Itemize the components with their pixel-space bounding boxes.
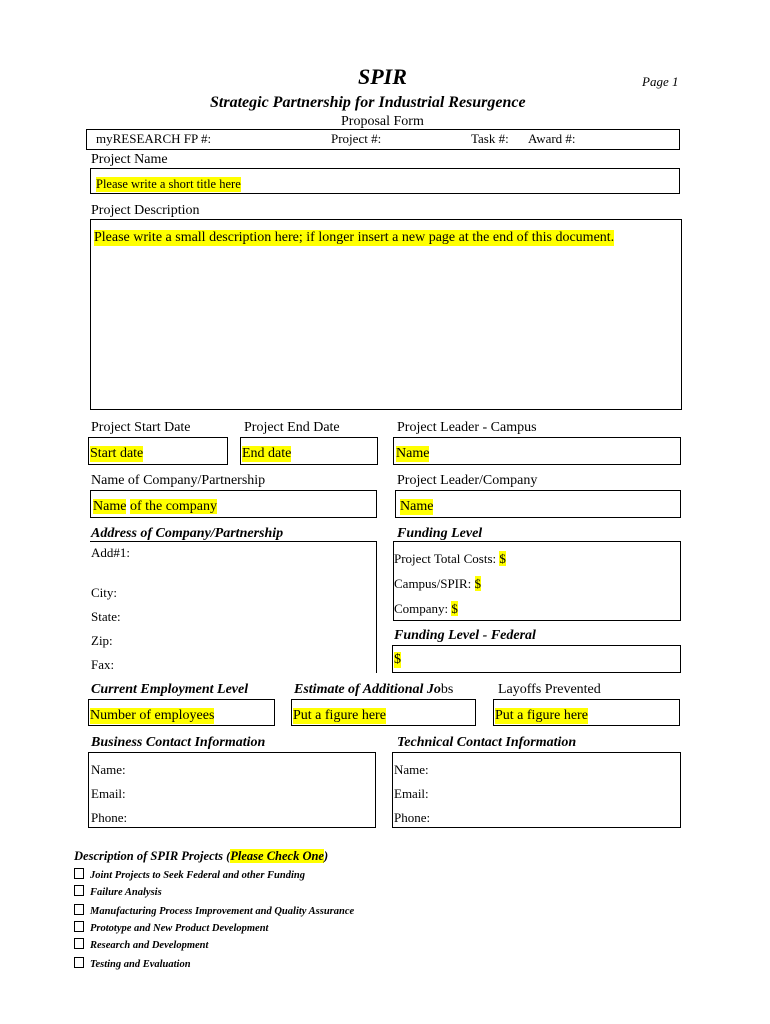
checkbox-icon[interactable] — [74, 938, 84, 949]
funding-federal-field[interactable] — [392, 645, 681, 673]
form-title: SPIR — [358, 64, 407, 89]
funding-campus-value: $ — [474, 576, 482, 591]
address-add1-label[interactable]: Add#1: — [91, 545, 130, 560]
funding-federal-heading: Funding Level - Federal — [394, 628, 536, 643]
technical-contact-box[interactable] — [392, 752, 681, 828]
project-option-label: Testing and Evaluation — [90, 959, 191, 970]
address-box[interactable] — [90, 541, 377, 673]
project-name-value[interactable]: Please write a short title here — [96, 177, 241, 191]
projects-heading-end: ) — [323, 849, 329, 863]
form-subtitle: Strategic Partnership for Industrial Resurgence — [210, 94, 526, 111]
leader-campus-label: Project Leader - Campus — [397, 420, 537, 435]
leader-company-value[interactable]: Name — [400, 499, 434, 514]
funding-company[interactable] — [394, 601, 458, 617]
project-option-testing[interactable] — [74, 957, 191, 970]
start-date-value[interactable]: Start date — [90, 446, 144, 461]
leader-company-field[interactable] — [395, 490, 681, 518]
address-fax-label[interactable]: Fax: — [91, 657, 115, 672]
task-number-label[interactable]: Task #: — [471, 131, 509, 146]
project-number-label[interactable]: Project #: — [331, 131, 382, 146]
funding-federal-value[interactable]: $ — [394, 652, 401, 667]
project-option-label: Research and Development — [90, 940, 209, 951]
project-description-value[interactable]: Please write a small description here; if longer insert a new page at the end of this document. — [94, 230, 615, 245]
business-email-label[interactable]: Email: — [91, 786, 126, 801]
projects-heading — [74, 849, 328, 864]
address-city-label[interactable]: City: — [91, 585, 118, 600]
funding-company-label: Company: — [394, 601, 449, 616]
additional-jobs-label — [294, 682, 453, 698]
project-option-research[interactable] — [74, 938, 208, 951]
funding-total-label: Project Total Costs: — [394, 551, 497, 566]
checkbox-icon[interactable] — [74, 921, 84, 932]
technical-name-label[interactable]: Name: — [394, 762, 429, 777]
project-option-manufacturing[interactable] — [74, 904, 354, 917]
project-name-label: Project Name — [91, 152, 168, 167]
additional-jobs-label-b: bs — [440, 682, 454, 697]
page-number: Page 1 — [642, 74, 679, 89]
layoffs-prevented-label: Layoffs Prevented — [498, 682, 601, 697]
leader-campus-field[interactable] — [393, 437, 681, 465]
business-contact-heading: Business Contact Information — [91, 735, 266, 750]
technical-contact-heading: Technical Contact Information — [397, 735, 577, 750]
company-name-value-b: of the company — [129, 499, 218, 514]
start-date-label: Project Start Date — [91, 420, 191, 435]
project-description-field[interactable] — [90, 219, 682, 410]
funding-heading: Funding Level — [397, 526, 483, 541]
company-name-value-a: Name — [93, 499, 127, 514]
address-state-label[interactable]: State: — [91, 609, 121, 624]
project-option-label: Manufacturing Process Improvement and Quality Assurance — [90, 906, 355, 917]
address-zip-label[interactable]: Zip: — [91, 633, 113, 648]
fp-number-label[interactable]: myRESEARCH FP #: — [96, 131, 212, 146]
projects-heading-highlight: Please Check One — [230, 849, 324, 863]
additional-jobs-value[interactable]: Put a figure here — [293, 708, 386, 723]
technical-email-label[interactable]: Email: — [394, 786, 429, 801]
technical-phone-label[interactable]: Phone: — [394, 810, 431, 825]
project-option-label: Failure Analysis — [90, 887, 162, 898]
funding-company-value: $ — [451, 601, 458, 616]
end-date-value[interactable]: End date — [242, 446, 292, 461]
company-name-label: Name of Company/Partnership — [91, 473, 266, 488]
layoffs-prevented-value[interactable]: Put a figure here — [495, 708, 588, 723]
funding-total-value: $ — [499, 551, 506, 566]
award-number-label[interactable]: Award #: — [528, 131, 576, 146]
form-type: Proposal Form — [341, 114, 424, 129]
funding-total[interactable] — [394, 551, 506, 567]
leader-company-label: Project Leader/Company — [397, 473, 538, 488]
end-date-label: Project End Date — [244, 420, 340, 435]
project-option-joint[interactable] — [74, 868, 305, 881]
checkbox-icon[interactable] — [74, 957, 84, 968]
project-option-label: Joint Projects to Seek Federal and other Funding — [90, 870, 305, 881]
projects-heading-text: Description of SPIR Projects ( — [74, 849, 231, 863]
checkbox-icon[interactable] — [74, 885, 84, 896]
business-name-label[interactable]: Name: — [91, 762, 126, 777]
additional-jobs-label-a: Estimate of Additional Jo — [294, 682, 441, 697]
company-name-value[interactable] — [93, 499, 217, 515]
leader-campus-value[interactable]: Name — [396, 446, 430, 461]
project-option-failure[interactable] — [74, 885, 162, 898]
current-employment-label: Current Employment Level — [91, 682, 249, 697]
project-description-label: Project Description — [91, 203, 200, 218]
project-option-prototype[interactable] — [74, 921, 268, 934]
funding-campus-label: Campus/SPIR: — [394, 576, 472, 591]
funding-campus[interactable] — [394, 576, 481, 592]
business-contact-box[interactable] — [88, 752, 376, 828]
business-phone-label[interactable]: Phone: — [91, 810, 128, 825]
checkbox-icon[interactable] — [74, 904, 84, 915]
project-option-label: Prototype and New Product Development — [90, 923, 269, 934]
address-heading: Address of Company/Partnership — [91, 526, 284, 541]
checkbox-icon[interactable] — [74, 868, 84, 879]
current-employment-value[interactable]: Number of employees — [90, 708, 215, 723]
